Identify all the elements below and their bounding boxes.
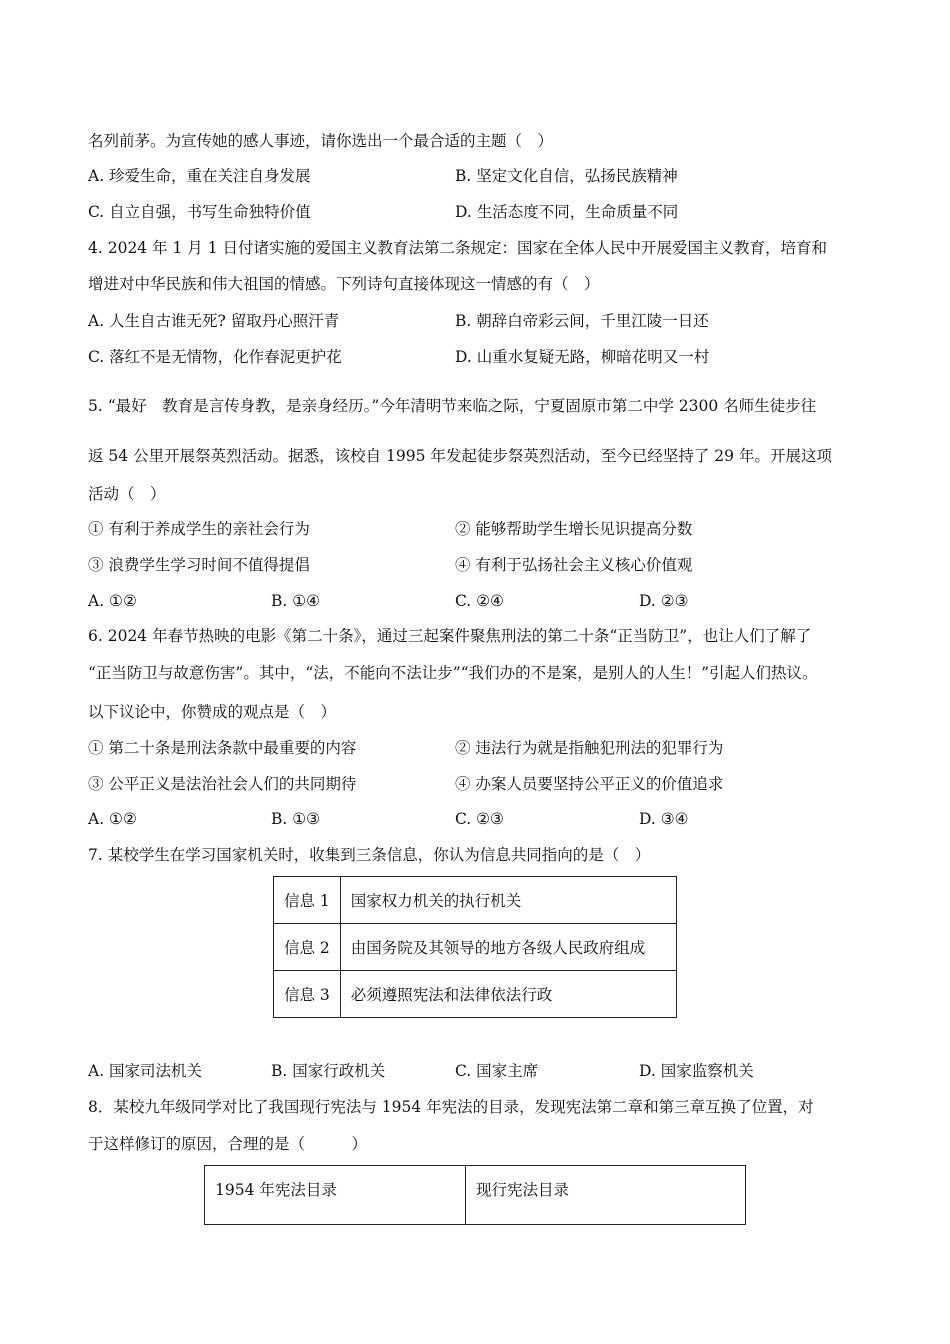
q3-option-d[interactable]: D. 生活态度不同，生命质量不同 [455, 203, 679, 221]
table-row [274, 877, 677, 924]
info-label: 信息 1 [274, 877, 341, 924]
info-label: 信息 2 [274, 924, 341, 971]
q5-option-b[interactable]: B. ①④ [271, 592, 321, 610]
q6-statement-2: ② 违法行为就是指触犯刑法的犯罪行为 [455, 739, 724, 757]
q4-option-b[interactable]: B. 朝辞白帝彩云间，千里江陵一日还 [455, 312, 709, 330]
q5-statement-3: ③ 浪费学生学习时间不值得提倡 [88, 556, 310, 574]
table-row [205, 1166, 746, 1225]
q6-statement-1: ① 第二十条是刑法条款中最重要的内容 [88, 739, 357, 757]
q5-option-d[interactable]: D. ②③ [639, 592, 689, 610]
q7-option-c[interactable]: C. 国家主席 [455, 1062, 539, 1080]
q3-stem: 名列前茅。为宣传她的感人事迹，请你选出一个最合适的主题（ ） [88, 132, 554, 150]
q5-statement-1: ① 有利于养成学生的亲社会行为 [88, 520, 310, 538]
q7-info-table [273, 876, 677, 1018]
header-current-contents: 现行宪法目录 [466, 1166, 746, 1225]
q5-stem-line-2: 返 54 公里开展祭英烈活动。据悉，该校自 1995 年发起徒步祭英烈活动，至今已经坚持了 29 年。开展这项 [88, 447, 832, 465]
q4-option-a[interactable]: A. 人生自古谁无死? 留取丹心照汗青 [88, 312, 340, 330]
info-text: 国家权力机关的执行机关 [340, 877, 676, 924]
table-row [274, 971, 677, 1018]
q4-stem-line-2: 增进对中华民族和伟大祖国的情感。下列诗句直接体现这一情感的有（ ） [88, 275, 600, 293]
q7-option-a[interactable]: A. 国家司法机关 [88, 1062, 203, 1080]
header-1954-contents: 1954 年宪法目录 [205, 1166, 466, 1225]
q6-statement-4: ④ 办案人员要坚持公平正义的价值追求 [455, 775, 724, 793]
info-label: 信息 3 [274, 971, 341, 1018]
q6-stem-line-2: “正当防卫与故意伤害”。其中，“法，不能向不法让步”“我们办的不是案，是别人的人生！”引起人们热议。 [88, 664, 818, 682]
q7-option-b[interactable]: B. 国家行政机关 [271, 1062, 386, 1080]
q6-option-b[interactable]: B. ①③ [271, 810, 321, 828]
q3-option-a[interactable]: A. 珍爱生命，重在关注自身发展 [88, 167, 311, 185]
q4-stem-line-1: 4. 2024 年 1 月 1 日付诸实施的爱国主义教育法第二条规定：国家在全体人民中开展爱国主义教育，培育和 [88, 239, 828, 257]
q5-option-a[interactable]: A. ①② [88, 592, 137, 610]
q3-option-b[interactable]: B. 坚定文化自信，弘扬民族精神 [455, 167, 678, 185]
q5-statement-2: ② 能够帮助学生增长见识提高分数 [455, 520, 693, 538]
q4-option-d[interactable]: D. 山重水复疑无路，柳暗花明又一村 [455, 348, 710, 366]
q6-option-c[interactable]: C. ②③ [455, 810, 504, 828]
q6-option-a[interactable]: A. ①② [88, 810, 137, 828]
q4-option-c[interactable]: C. 落红不是无情物，化作春泥更护花 [88, 348, 342, 366]
q3-option-c[interactable]: C. 自立自强，书写生命独特价值 [88, 203, 311, 221]
q5-statement-4: ④ 有利于弘扬社会主义核心价值观 [455, 556, 693, 574]
q6-statement-3: ③ 公平正义是法治社会人们的共同期待 [88, 775, 357, 793]
info-text: 必须遵照宪法和法律依法行政 [340, 971, 676, 1018]
q8-constitution-table [204, 1165, 746, 1225]
q8-stem-line-1: 8．某校九年级同学对比了我国现行宪法与 1954 年宪法的目录，发现宪法第二章和第三章互换了位置，对 [88, 1098, 814, 1116]
q5-stem-line-3: 活动（ ） [88, 485, 166, 503]
q7-stem: 7. 某校学生在学习国家机关时，收集到三条信息，你认为信息共同指向的是（ ） [88, 846, 651, 864]
q5-stem-line-1: 5. “最好 教育是言传身教，是亲身经历。”今年清明节来临之际，宁夏固原市第二中学 2300 名师生徒步往 [88, 397, 817, 415]
q6-stem-line-3: 以下议论中，你赞成的观点是（ ） [88, 703, 337, 721]
q6-stem-line-1: 6. 2024 年春节热映的电影《第二十条》，通过三起案件聚焦刑法的第二十条“正当防卫”，也让人们了解了 [88, 627, 812, 645]
info-text: 由国务院及其领导的地方各级人民政府组成 [340, 924, 676, 971]
q5-option-c[interactable]: C. ②④ [455, 592, 504, 610]
q7-option-d[interactable]: D. 国家监察机关 [639, 1062, 754, 1080]
q8-stem-line-2: 于这样修订的原因，合理的是（ ） [88, 1135, 368, 1153]
table-row [274, 924, 677, 971]
q6-option-d[interactable]: D. ③④ [639, 810, 689, 828]
